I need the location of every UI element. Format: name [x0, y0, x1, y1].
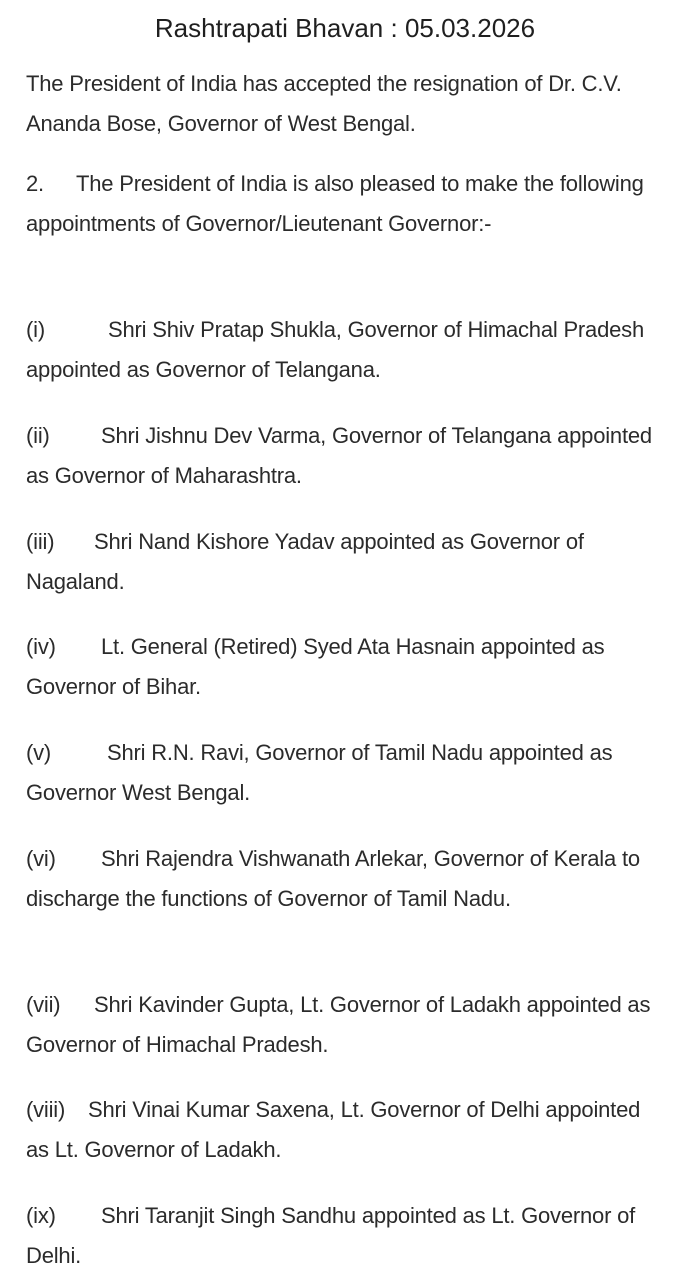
item-text: Shri Rajendra Vishwanath Arlekar, Governor of Kerala to discharge the functions of Governor of Tamil Nadu.	[26, 846, 640, 911]
item-text: Shri R.N. Ravi, Governor of Tamil Nadu appointed as Governor West Bengal.	[26, 740, 613, 805]
appointment-item	[26, 627, 666, 707]
item-number: (vii)	[26, 992, 61, 1017]
appointment-item	[26, 839, 666, 919]
appointment-item	[26, 1090, 666, 1170]
appointment-item	[26, 733, 666, 813]
item-text: Shri Shiv Pratap Shukla, Governor of Himachal Pradesh appointed as Governor of Telangana.	[26, 317, 644, 382]
item-number: (ix)	[26, 1203, 56, 1228]
appointment-item	[26, 1196, 666, 1276]
paragraph-text: The President of India is also pleased to make the following appointments of Governor/Lieutenant Governor:-	[26, 171, 644, 236]
item-number: (vi)	[26, 846, 56, 871]
intro-paragraph: The President of India has accepted the resignation of Dr. C.V. Ananda Bose, Governor of West Bengal.	[26, 71, 622, 136]
item-number: (iv)	[26, 634, 56, 659]
appointment-item	[26, 522, 666, 602]
item-number: (ii)	[26, 423, 50, 448]
appointment-item	[26, 985, 666, 1065]
appointment-item	[26, 416, 666, 496]
item-number: (iii)	[26, 529, 55, 554]
item-text: Shri Nand Kishore Yadav appointed as Governor of Nagaland.	[26, 529, 584, 594]
item-text: Shri Kavinder Gupta, Lt. Governor of Ladakh appointed as Governor of Himachal Pradesh.	[26, 992, 651, 1057]
item-text: Shri Taranjit Singh Sandhu appointed as Lt. Governor of Delhi.	[26, 1203, 636, 1268]
paragraph-number: 2.	[26, 171, 44, 196]
page-title: Rashtrapati Bhavan : 05.03.2026	[154, 13, 536, 43]
item-text: Shri Jishnu Dev Varma, Governor of Telangana appointed as Governor of Maharashtra.	[26, 423, 652, 488]
item-number: (i)	[26, 317, 45, 342]
item-number: (v)	[26, 740, 52, 765]
paragraph-2	[26, 164, 666, 244]
item-text: Shri Vinai Kumar Saxena, Lt. Governor of Delhi appointed as Lt. Governor of Ladakh.	[26, 1097, 641, 1162]
item-number: (viii)	[26, 1097, 66, 1122]
appointment-item	[26, 310, 666, 390]
item-text: Lt. General (Retired) Syed Ata Hasnain appointed as Governor of Bihar.	[26, 634, 605, 699]
